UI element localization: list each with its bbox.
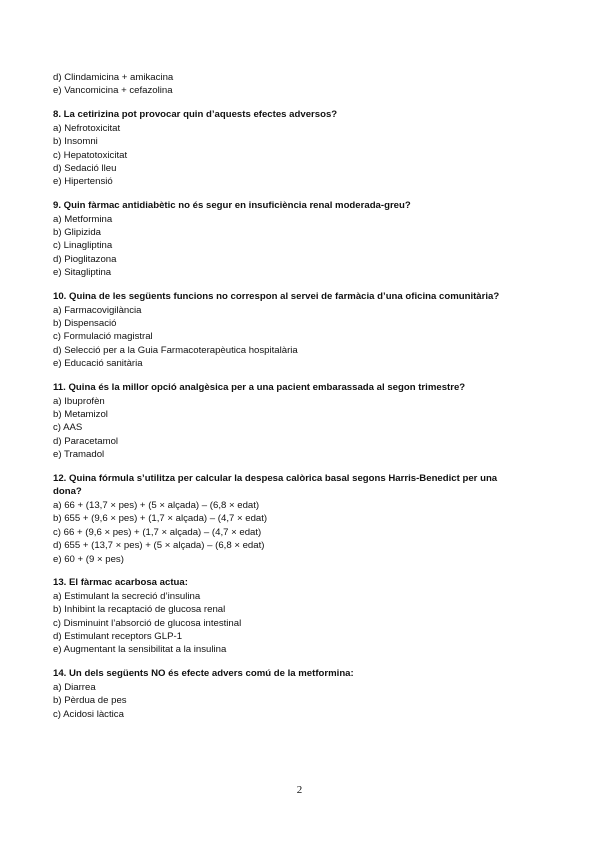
option: a) Diarrea <box>53 681 96 693</box>
option: d) 655 + (13,7 × pes) + (5 × alçada) – (6,8 × edat) <box>53 540 265 552</box>
option: b) Inhibint la recaptació de glucosa renal <box>53 604 226 616</box>
option: e) Hipertensió <box>53 176 113 188</box>
question-title: 10. Quina de les següents funcions no correspon al servei de farmàcia d’una oficina comunitària? <box>53 291 500 303</box>
option: d) Selecció per a la Guia Farmacoterapèutica hospitalària <box>53 344 298 356</box>
option: a) Ibuprofèn <box>53 395 105 407</box>
option: e) Augmentant la sensibilitat a la insulina <box>53 644 227 656</box>
option: e) Tramadol <box>53 449 105 461</box>
question-12 <box>53 472 553 566</box>
option: a) Nefrotoxicitat <box>53 122 121 134</box>
option: c) Disminuint l’absorció de glucosa intestinal <box>53 617 242 629</box>
question-9 <box>53 199 553 279</box>
question-13 <box>53 576 553 656</box>
option: e) Vancomicina + cefazolina <box>53 85 173 97</box>
carryover-options <box>53 71 553 98</box>
question-11 <box>53 381 553 461</box>
option: d) Pioglitazona <box>53 253 117 265</box>
question-8 <box>53 108 553 188</box>
question-title: 9. Quin fàrmac antidiabètic no és segur en insuficiència renal moderada-greu? <box>53 200 411 212</box>
option: e) 60 + (9 × pes) <box>53 553 124 565</box>
option: a) Metformina <box>53 213 113 225</box>
question-14 <box>53 667 553 721</box>
question-title-continuation: dona? <box>53 486 82 498</box>
option: a) 66 + (13,7 × pes) + (5 × alçada) – (6,8 × edat) <box>53 499 260 511</box>
question-10 <box>53 290 553 370</box>
question-title: 12. Quina fórmula s’utilitza per calcular la despesa calòrica basal segons Harris-Benedict per una <box>53 473 498 485</box>
option: d) Sedació lleu <box>53 162 117 174</box>
option: c) AAS <box>53 422 83 434</box>
option: b) 655 + (9,6 × pes) + (1,7 × alçada) – (4,7 × edat) <box>53 513 268 525</box>
option: a) Farmacovigilància <box>53 304 142 316</box>
option: b) Insomni <box>53 136 98 148</box>
question-title: 13. El fàrmac acarbosa actua: <box>53 577 188 589</box>
option: b) Metamizol <box>53 408 108 420</box>
option: c) Formulació magistral <box>53 331 153 343</box>
page-number: 2 <box>296 784 303 796</box>
document-page <box>53 71 553 721</box>
question-title: 14. Un dels següents NO és efecte advers comú de la metformina: <box>53 668 354 680</box>
option: c) 66 + (9,6 × pes) + (1,7 × alçada) – (4,7 × edat) <box>53 526 262 538</box>
option: d) Paracetamol <box>53 435 119 447</box>
option: e) Sitagliptina <box>53 267 112 279</box>
option: c) Hepatotoxicitat <box>53 149 128 161</box>
option: c) Linagliptina <box>53 240 113 252</box>
question-title: 11. Quina és la millor opció analgèsica per a una pacient embarassada al segon trimestre? <box>53 382 466 394</box>
option: a) Estimulant la secreció d’insulina <box>53 590 201 602</box>
option: d) Clindamicina + amikacina <box>53 72 174 83</box>
question-title: 8. La cetirizina pot provocar quin d’aquests efectes adversos? <box>53 109 338 121</box>
option: c) Acidosi làctica <box>53 708 124 720</box>
option: d) Estimulant receptors GLP-1 <box>53 631 183 643</box>
option: e) Educació sanitària <box>53 358 143 370</box>
option: b) Glipizida <box>53 227 101 239</box>
option: b) Dispensació <box>53 318 117 329</box>
option: b) Pèrdua de pes <box>53 695 127 707</box>
